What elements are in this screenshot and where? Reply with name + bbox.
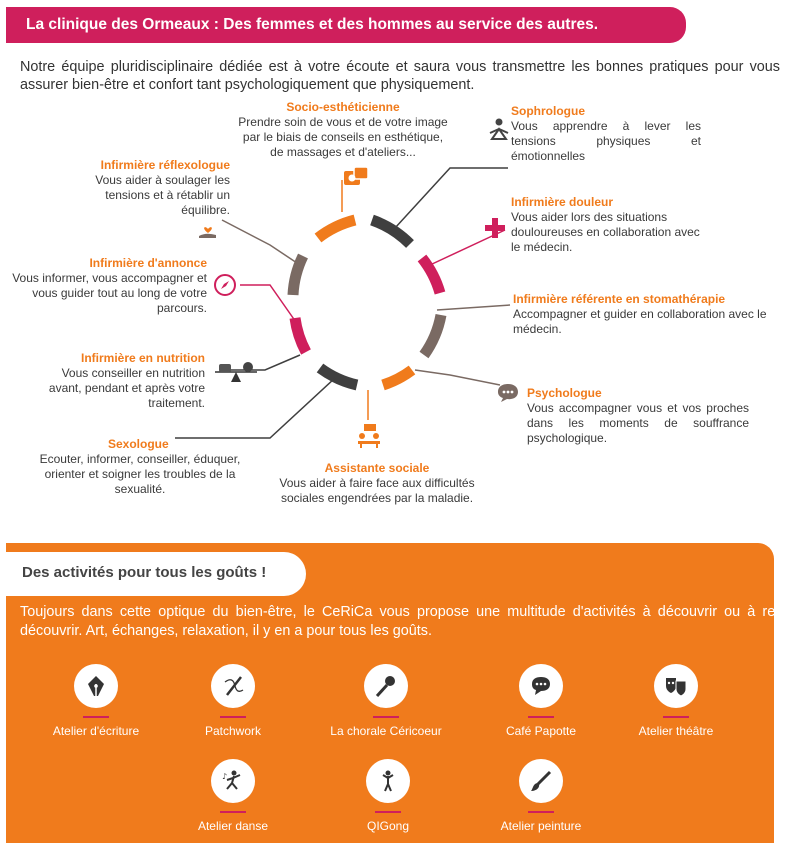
activity-label: La chorale Céricoeur [330,724,442,738]
role-title: Infirmière en nutrition [80,351,205,365]
fountain-pen-icon [74,664,118,708]
role-text: Vous aider à soulager les tensions et à rétablir un équilibre. [95,173,230,217]
camera-icon [342,165,370,192]
role-title: Infirmière douleur [511,195,614,209]
activity-atelier-ecriture [36,664,156,738]
ring-segment [424,315,441,355]
microphone-icon [364,664,408,708]
role-text: Vous apprendre à lever les tensions physiques et émotionnelles [511,119,701,163]
dancer-icon [211,759,255,803]
activity-chorale [326,664,446,738]
hand-heart-icon [196,222,220,245]
label-underline [528,716,554,718]
role-sexologue [30,437,250,497]
role-title: Infirmière réflexologue [100,158,230,172]
activity-label: Atelier d'écriture [52,724,140,738]
activity-qigong [328,759,448,833]
role-assistante-sociale [262,461,492,506]
role-text: Vous aider à faire face aux difficultés sociales engendrées par la maladie. [279,476,475,505]
role-sophrologue [511,104,701,164]
activity-patchwork [173,664,293,738]
label-underline [220,811,246,813]
activity-label: Atelier danse [197,819,269,833]
connector-line [415,370,500,385]
role-socio-estheticienne [238,100,448,160]
activities-header [6,552,306,596]
needle-thread-icon [211,664,255,708]
speech-bubble-icon [496,382,520,409]
theatre-masks-icon [654,664,698,708]
activities-title: Des activités pour tous les goûts ! [22,564,267,581]
role-text: Accompagner et guider en collaboration avec le médecin. [513,307,767,336]
qigong-icon [366,759,410,803]
scale-icon [213,360,259,389]
role-title: Socio-esthéticienne [286,100,400,114]
role-text: Ecouter, informer, conseiller, éduquer, orienter et soigner les troubles de la sexualité. [39,452,241,496]
role-text: Vous accompagner vous et vos proches dans les moments de souffrance psychologique. [527,401,749,445]
role-infirmiere-stomatherapie [513,292,789,337]
role-title: Psychologue [527,386,602,400]
ring-segment [320,368,357,385]
activity-cafe-papotte [481,664,601,738]
role-infirmiere-nutrition [30,351,205,411]
activities-intro: Toujours dans cette optique du bien-être, le CeRiCa vous propose une multitude d'activités à découvrir ou à re-découvrir. Art, échanges, relaxation, il y en a pour tous les goûts. [20,604,780,639]
activity-label: Atelier théâtre [638,724,714,738]
label-underline [663,716,689,718]
activity-label: Atelier peinture [500,819,582,833]
role-psychologue [527,386,749,446]
label-underline [528,811,554,813]
ring-segment [372,220,410,244]
activity-label: QIGong [366,819,410,833]
medical-cross-icon [484,217,506,244]
compass-icon [213,273,237,302]
role-infirmiere-douleur [511,195,711,255]
meditation-icon [488,117,510,146]
activity-atelier-peinture [481,759,601,833]
svg-text:♪: ♪ [222,772,228,781]
label-underline [83,716,109,718]
role-infirmiere-annonce [12,256,207,316]
label-underline [220,716,246,718]
ring-segment [383,370,412,385]
label-underline [373,716,399,718]
paintbrush-icon [519,759,563,803]
role-title: Assistante sociale [324,461,430,475]
role-text: Vous aider lors des situations douloureuses en collaboration avec le médecin. [511,210,700,254]
connector-line [222,220,300,265]
meeting-icon [356,422,382,453]
role-text: Vous conseiller en nutrition avant, pendant et après votre traitement. [48,366,205,410]
label-underline [375,811,401,813]
activity-atelier-danse [173,759,293,833]
activity-label: Patchwork [204,724,262,738]
role-title: Infirmière référente en stomathérapie [513,292,726,306]
role-infirmiere-reflexologue [60,158,230,218]
role-title: Sophrologue [511,104,585,118]
role-title: Sexologue [108,437,169,451]
activity-atelier-theatre [616,664,736,738]
page-title: La clinique des Ormeaux : Des femmes et des hommes au service des autres. [26,16,599,33]
connector-line [437,305,510,310]
chat-bubbles-icon [519,664,563,708]
role-text: Prendre soin de vous et de votre image par le biais de conseils en esthétique, de massages et d'ateliers... [238,115,448,159]
ring-segment [318,220,355,238]
ring-segment [422,258,440,293]
role-title: Infirmière d'annonce [89,256,207,270]
activity-label: Café Papotte [505,724,577,738]
role-text: Vous informer, vous accompagner et vous guider tout au long de votre parcours. [12,271,207,315]
intro-paragraph: Notre équipe pluridisciplinaire dédiée est à votre écoute et saura vous transmettre les bonnes pratiques pour vous assurer bien-être et confort tant psychologiquement que physiquement. [20,59,780,93]
